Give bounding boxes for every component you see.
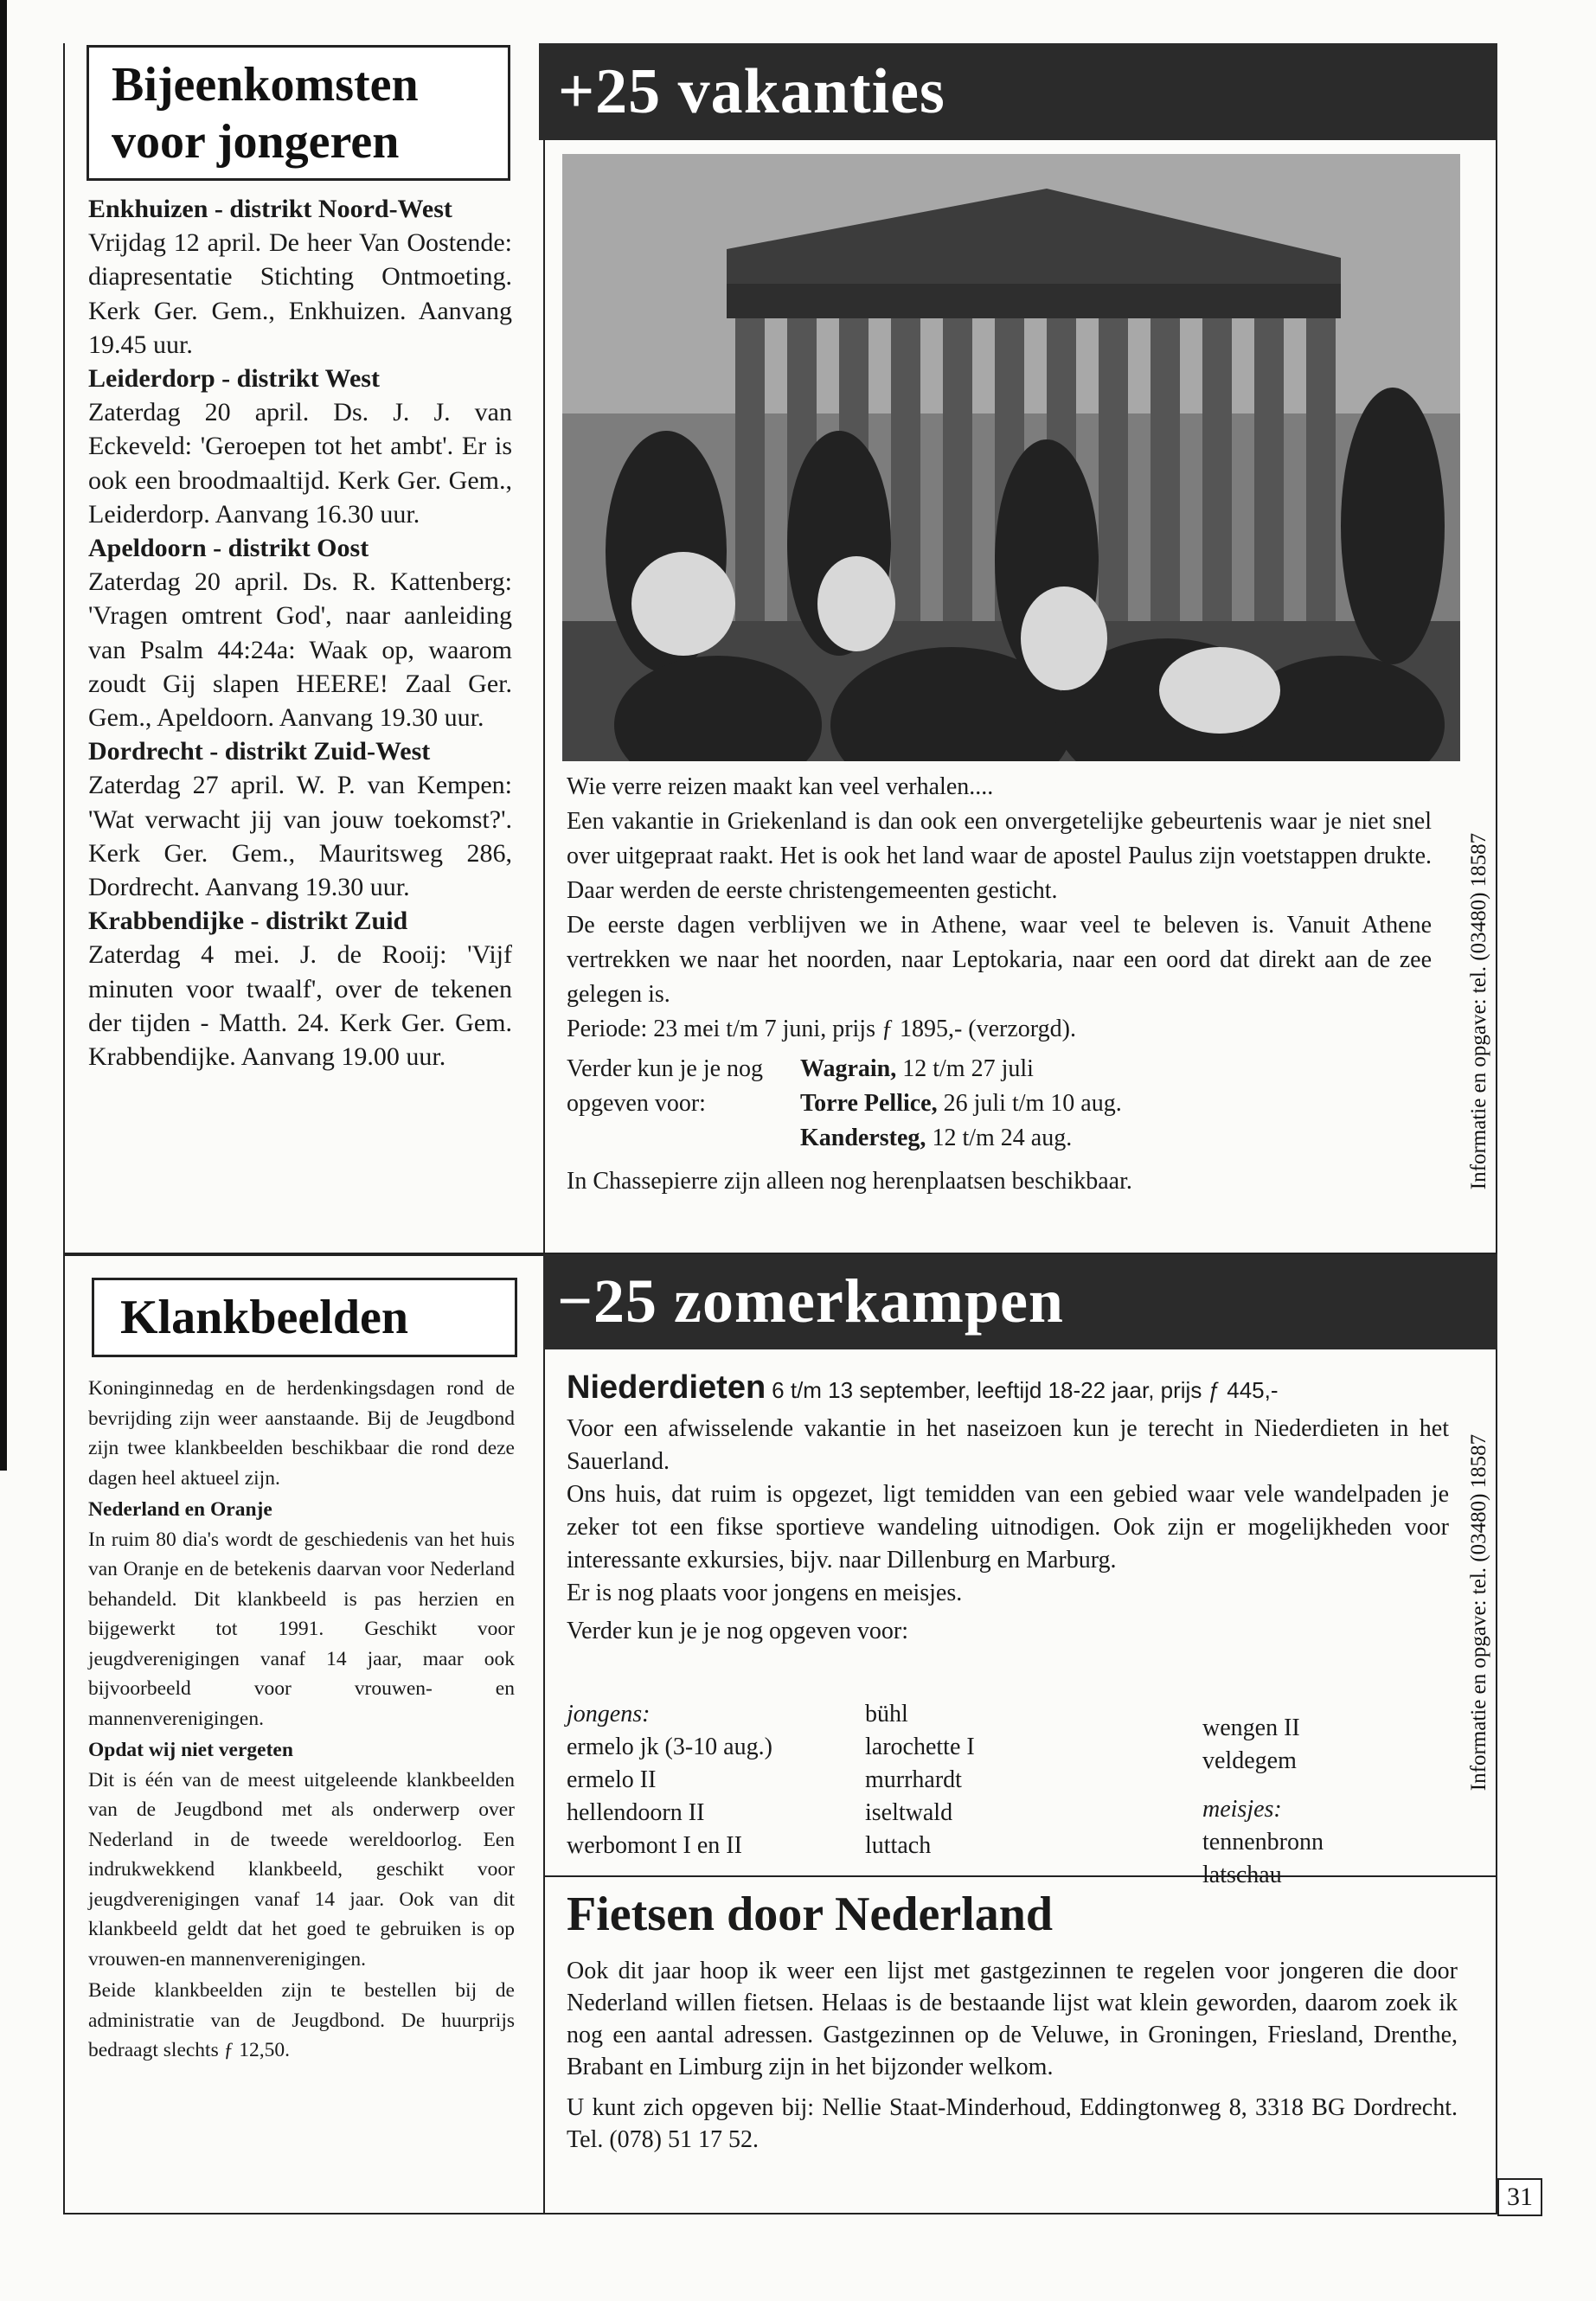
trip-list (567, 1052, 1432, 1156)
fietsen-body: Ook dit jaar hoop ik weer een lijst met gastgezinnen te regelen voor jongeren die door Nederland willen fietsen. Helaas is de bestaande lijst wat klein geworden, daarom zoek ik nog een aantal adressen. Gastgezinnen op de Veluwe, in Groningen, Friesland, Drenthe, Brabant en Limburg zijn in het bijzonder welkom. (567, 1958, 1458, 2080)
trip-dates: 12 t/m 24 aug. (932, 1125, 1073, 1151)
meetings-title (87, 45, 510, 181)
event-item (88, 192, 512, 362)
camp-item: wengen II (1202, 1715, 1300, 1741)
event-body: Vrijdag 12 april. De heer Van Oostende: diapresentatie Stichting Ontmoeting. Kerk Ger. Gem., Enkhuizen. Aanvang 19.45 uur. (88, 228, 512, 359)
camp-item: larochette I (865, 1734, 975, 1760)
zomerkampen-further: Verder kun je je nog opgeven voor: (567, 1618, 908, 1644)
klank-body-oranje: In ruim 80 dia's wordt de geschiedenis van het huis van Oranje en de betekenis daarvan voor Nederland behandeld. Dit klankbeeld is pas herzien en bijgewerkt tot 1991. Geschikt voor jeugdverenigingen vanaf 14 jaar, maar ook bijvoorbeeld voor vrouwen- en mannenverenigingen. (88, 1528, 515, 1730)
camp-column-boys (567, 1698, 865, 1892)
event-heading: Leiderdorp - distrikt West (88, 364, 380, 394)
vakanties-line: Periode: 23 mei t/m 7 juni, prijs ƒ 1895,- (verzorgd). (567, 1016, 1076, 1042)
camp-spacer (1202, 1778, 1410, 1793)
klank-title: Klankbeelden (92, 1278, 517, 1357)
camp-item: hellendoorn II (567, 1799, 705, 1826)
meetings-title-line2: voor jongeren (112, 115, 400, 169)
zomerkampen-body: Voor een afwisselende vakantie in het naseizoen kun je terecht in Niederdieten in het Sauerland. (567, 1415, 1449, 1475)
zomerkampen-lead (567, 1371, 1449, 1407)
trip-dates: 26 juli t/m 10 aug. (943, 1090, 1122, 1117)
camp-item: iseltwald (865, 1799, 953, 1826)
event-item (88, 904, 512, 1074)
klank-text (88, 1374, 515, 2066)
trip-item (800, 1121, 1319, 1156)
event-heading: Apeldoorn - distrikt Oost (88, 534, 369, 563)
vakanties-banner: +25 vakanties (539, 43, 1497, 140)
camp-item: tennenbronn (1202, 1829, 1324, 1856)
klank-intro: Koninginnedag en de herdenkingsdagen rond de bevrijding zijn weer aanstaande. Bij de Jeugdbond zijn twee klankbeelden beschikbaar die rond deze dagen heel aktueel zijn. (88, 1377, 515, 1490)
trip-list-items (800, 1052, 1319, 1156)
vakanties-line: De eerste dagen verblijven we in Athene, waar veel te beleven is. Vanuit Athene vertrekken we naar het noorden, naar Leptokaria, naar een oord dat direkt aan de zee gelegen is. (567, 912, 1432, 1008)
meetings-title-line1: Bijeenkomsten (112, 58, 419, 112)
page-number (1497, 2178, 1542, 2216)
fietsen-text (567, 1955, 1458, 2156)
trip-item (800, 1086, 1319, 1121)
zomerkampen-banner: −25 zomerkampen (543, 1254, 1497, 1349)
zomerkampen-lead-place: Niederdieten (567, 1369, 766, 1406)
event-body: Zaterdag 4 mei. J. de Rooij: 'Vijf minuten voor twaalf', over de tekenen der tijden - Matth. 24. Kerk Ger. Gem. Krabbendijke. Aanvang 19.00 uur. (88, 940, 512, 1072)
klank-heading-oranje: Nederland en Oranje (88, 1498, 272, 1521)
zomerkampen-body: Ons huis, dat ruim is opgezet, ligt temidden van een gebied waar vele wandelpaden je zeker tot een fikse sportieve wandeling uitnodigen. Ook zijn er mogelijkheden voor interessante exkursies, bijv. naar Dillenburg en Marburg. (567, 1481, 1449, 1574)
camp-item: latschau (1202, 1862, 1282, 1888)
event-item (88, 531, 512, 734)
trip-name: Kandersteg, (800, 1125, 926, 1151)
camp-item: murrhardt (865, 1766, 962, 1793)
parthenon-photo-illustration (562, 154, 1460, 761)
klank-body-vergeten: Dit is één van de meest uitgeleende klankbeelden van de Jeugdbond met als onderwerp over Nederland in de tweede wereldoorlog. Een indrukwekkend klankbeeld, geschikt voor jeugdverenigingen vanaf 14 jaar. Ook van dit klankbeeld geldt dat het goed te gebruiken is op vrouwen-en mannenverenigingen. (88, 1768, 515, 1971)
klank-heading-vergeten: Opdat wij niet vergeten (88, 1739, 293, 1761)
camp-item: ermelo jk (3-10 aug.) (567, 1734, 772, 1760)
fietsen-title: Fietsen door Nederland (567, 1888, 1054, 1941)
event-heading: Enkhuizen - distrikt Noord-West (88, 195, 452, 223)
vakanties-line: Wie verre reizen maakt kan veel verhalen.... (567, 773, 994, 800)
zomerkampen-side-info: Informatie en opgave: tel. (03480) 18587 (1467, 1433, 1490, 1791)
zomerkampen-side-info-wrap (1462, 1358, 1497, 1868)
camp-column-3 (1202, 1712, 1410, 1892)
trip-name: Torre Pellice, (800, 1090, 938, 1117)
event-body: Zaterdag 20 april. Ds. R. Kattenberg: 'Vragen omtrent God', naar aanleiding van Psalm 44:24a: Waak op, waarom zoudt Gij slapen HEERE! Zaal Ger. Gem., Apeldoorn. Aanvang 19.30 uur. (88, 567, 512, 733)
vakanties-side-info-wrap (1462, 770, 1497, 1254)
camp-item: luttach (865, 1832, 932, 1859)
vakanties-line: Een vakantie in Griekenland is dan ook een onvergetelijke gebeurtenis waar je niet snel over uitgepraat raakt. Het is ook het land waar de apostel Paulus zijn voetstappen drukte. Daar werden de eerste christengemeenten gesticht. (567, 808, 1432, 904)
zomerkampen-lead-details: 6 t/m 13 september, leeftijd 18-22 jaar, prijs ƒ 445,- (772, 1377, 1279, 1403)
binding-edge (0, 0, 7, 1471)
page-number-text: 31 (1507, 2182, 1533, 2211)
zomerkampen-body: Er is nog plaats voor jongens en meisjes. (567, 1580, 963, 1606)
trip-list-label: Verder kun je je nog opgeven voor: (567, 1055, 764, 1117)
vakanties-text (567, 770, 1432, 1199)
camp-column-2 (865, 1698, 1202, 1892)
fietsen-contact: U kunt zich opgeven bij: Nellie Staat-Minderhoud, Eddingtonweg 8, 3318 BG Dordrecht. Tel. (078) 51 17 52. (567, 2094, 1458, 2153)
camp-group-label: jongens: (567, 1701, 651, 1727)
camp-group-label: meisjes: (1202, 1796, 1282, 1823)
event-body: Zaterdag 20 april. Ds. J. J. van Eckeveld: 'Geroepen tot het ambt'. Er is ook een broodmaaltijd. Kerk Ger. Gem., Leiderdorp. Aanvang 16.30 uur. (88, 398, 512, 529)
zomerkampen-text (567, 1371, 1449, 1648)
camp-item: veldegem (1202, 1747, 1297, 1774)
camp-item: ermelo II (567, 1766, 657, 1793)
camp-item: bühl (865, 1701, 908, 1727)
event-heading: Krabbendijke - distrikt Zuid (88, 907, 408, 936)
meetings-list (88, 192, 512, 1074)
parthenon-photo (562, 154, 1460, 761)
camp-list (567, 1698, 1432, 1892)
event-body: Zaterdag 27 april. W. P. van Kempen: 'Wat verwacht jij van jouw toekomst?'. Kerk Ger. Gem., Mauritsweg 286, Dordrecht. Aanvang 19.30 uur. (88, 771, 512, 902)
vakanties-note: In Chassepierre zijn alleen nog herenplaatsen beschikbaar. (567, 1168, 1132, 1195)
vakanties-side-info: Informatie en opgave: tel. (03480) 18587 (1467, 832, 1490, 1190)
klank-order-note: Beide klankbeelden zijn te bestellen bij de administratie van de Jeugdbond. De huurprijs bedraagt slechts ƒ 12,50. (88, 1979, 515, 2061)
trip-name: Wagrain, (800, 1055, 897, 1082)
event-heading: Dordrecht - distrikt Zuid-West (88, 737, 431, 766)
camp-item: werbomont I en II (567, 1832, 742, 1859)
event-item (88, 734, 512, 904)
trip-item (800, 1052, 1319, 1086)
trip-dates: 12 t/m 27 juli (902, 1055, 1034, 1082)
event-item (88, 362, 512, 531)
